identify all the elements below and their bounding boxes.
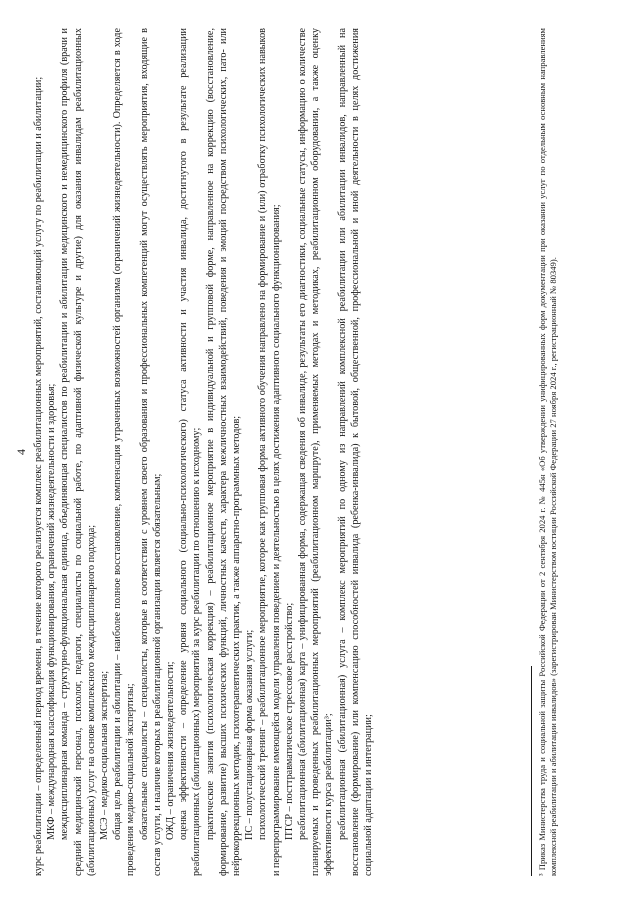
paragraph: реабилитационная (абилитационная) услуга – комплекс мероприятий по одному из направлений комплексной реабилитации или абилитации инвалидов, направленный на восстановление (формирование) или компенсацию способностей инвалида (ребенка-инвалида) к бытовой, общественной, профессиональной и иной деятельности в целях достижения социальной адаптации и интеграции;: [336, 28, 375, 876]
paragraph: обязательные специалисты – специалисты, которые в соответствии с уровнем своего образования и профессиональных компетенций могут осуществлять мероприятия, входящие в состав услуги, и наличие которых в реабилитационной организации является обязательным;: [138, 28, 163, 876]
footnote: ³ Приказ Министерства труда и социальной защиты Российской Федерации от 2 сентября 2024 г. № 445н «Об утверждении унифицированных форм документации при оказании услуг по отдельным основным направлениям комплексной реабилитации и абилитации инвалидов» (зарегистрирован Министерством юстиции Российской Федерации 27 ноября 2024 г., регистрационный № 80349).: [537, 28, 558, 876]
page-number: 4: [14, 449, 28, 455]
paragraph: психологический тренинг – реабилитационное мероприятие, которое как групповая форма активного обучения направлено на формирование и (или) отработку психологических навыков и перепрограммирование имеющейся модели управления поведением и деятельностью в целях достижения адаптивного социального функционирования;: [257, 28, 282, 876]
paragraph: практические занятия (психологическая коррекция) – реабилитационное мероприятие в индивидуальной и групповой форме, направленное на коррекцию (восстановление, формирование, развитие) высших психических функций, личностных качеств, характера межличностных взаимодействий, поведения и эмоций посредством психологических, пато- или нейрокоррекционных методик, психотерапевтических практик, а также аппаратно-программных методов;: [204, 28, 243, 876]
paragraph: курс реабилитации – определенный период времени, в течение которого реализуется комплекс реабилитационных мероприятий, составляющий услугу по реабилитации и абилитации;: [33, 76, 44, 876]
paragraph: общая цель реабилитации и абилитации – наиболее полное восстановление, компенсация утраченных возможностей организма (ограничений жизнедеятельности). Определяется в ходе проведения медико-социальной экспертизы;: [112, 28, 137, 876]
paragraph: ПС – полустационарная форма оказания услуги;: [244, 629, 256, 840]
paragraph: оценка эффективности – определение уровня социального (социально-психологического) статуса активности и участия инвалида, достигнутого в результате реализации реабилитационных (абилитационных) мероприятий за курс реабилитации по отношению к исходному;: [178, 28, 203, 876]
footnote-separator: [531, 666, 532, 876]
document-body: [32, 28, 375, 876]
paragraph: междисциплинарная команда – структурно-функциональная единица, объединяющая специалистов по реабилитации и абилитации медицинского и немедицинского профиля (врачи и средний медицинский персонал, психолог, педагоги, специалисты по социальной работе, по адаптивной физической культуре и другие) для оказания инвалидам реабилитационных (абилитационных) услуг на основе комплексного междисциплинарного подхода;: [59, 28, 97, 876]
rotated-content: [10, 12, 630, 892]
paragraph: реабилитационная (абилитационная) карта – унифицированная форма, содержащая сведения об инвалиде, результаты его диагностики, социальные статусы, информацию о количестве планируемых и проведенных реабилитационных мероприятий (реабилитационном маршруте), применяемых методах и методиках, реабилитационном оборудовании, а также оценку эффективности курса реабилитации³;: [297, 28, 335, 876]
paragraph: МКФ – международная классификация функционирования, ограничений жизнедеятельности и здоровья;: [46, 383, 58, 840]
paragraph: ОЖД – ограничения жизнедеятельности;: [165, 661, 177, 840]
paragraph: ПТСР – посттравматическое стрессовое расстройство;: [283, 602, 295, 840]
paragraph: МСЭ – медико-социальная экспертиза;: [99, 670, 111, 840]
